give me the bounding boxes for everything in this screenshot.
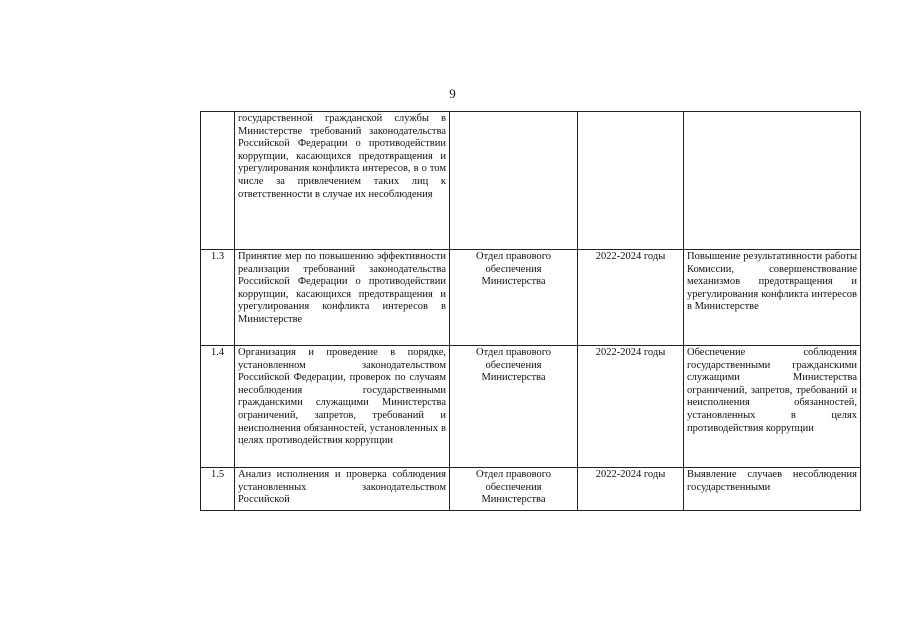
- measure-description: Принятие мер по повышению эффективности реализации требований законодательства Российской Федерации о противодействии коррупции, касающихся предотвращения и урегулирования конфликта интересов в Министерстве: [235, 250, 450, 346]
- responsible-department: Отдел правового обеспечения Министерства: [450, 346, 578, 468]
- responsible-department: Отдел правового обеспечения Министерства: [450, 250, 578, 346]
- table-row: [201, 112, 861, 250]
- table-row: [201, 346, 861, 468]
- responsible-department: [450, 112, 578, 250]
- table-row: [201, 250, 861, 346]
- measure-description: Анализ исполнения и проверка соблюдения установленных законодательством Российской: [235, 468, 450, 511]
- expected-result: Обеспечение соблюдения государственными гражданскими служащими Министерства ограничений, запретов, требований и неисполнения обязанностей, установленных в целях противодействия коррупции: [684, 346, 861, 468]
- execution-term: [578, 112, 684, 250]
- row-number: [201, 112, 235, 250]
- expected-result: [684, 112, 861, 250]
- table-row: [201, 468, 861, 511]
- execution-term: 2022-2024 годы: [578, 250, 684, 346]
- expected-result: Выявление случаев несоблюдения государственными: [684, 468, 861, 511]
- page-number: 9: [449, 86, 456, 101]
- execution-term: 2022-2024 годы: [578, 468, 684, 511]
- execution-term: 2022-2024 годы: [578, 346, 684, 468]
- responsible-department: Отдел правового обеспечения Министерства: [450, 468, 578, 511]
- expected-result: Повышение результативности работы Комиссии, совершенствование механизмов предотвращения и урегулирования конфликта интересов в Министерстве: [684, 250, 861, 346]
- measure-description: государственной гражданской службы в Министерстве требований законодательства Российской Федерации о противодействии коррупции, касающихся предотвращения и урегулирования конфликта интересов, в о том числе за привлечением таких лиц к ответственности в случае их несоблюдения: [235, 112, 450, 250]
- measure-description: Организация и проведение в порядке, установленном законодательством Российской Федерации, проверок по случаям несоблюдения государственными гражданскими служащими Министерства ограничений, запретов, требований и неисполнения обязанностей, установленных в целях противодействия коррупции: [235, 346, 450, 468]
- measures-table: [200, 111, 861, 511]
- row-number: 1.5: [201, 468, 235, 511]
- row-number: 1.3: [201, 250, 235, 346]
- row-number: 1.4: [201, 346, 235, 468]
